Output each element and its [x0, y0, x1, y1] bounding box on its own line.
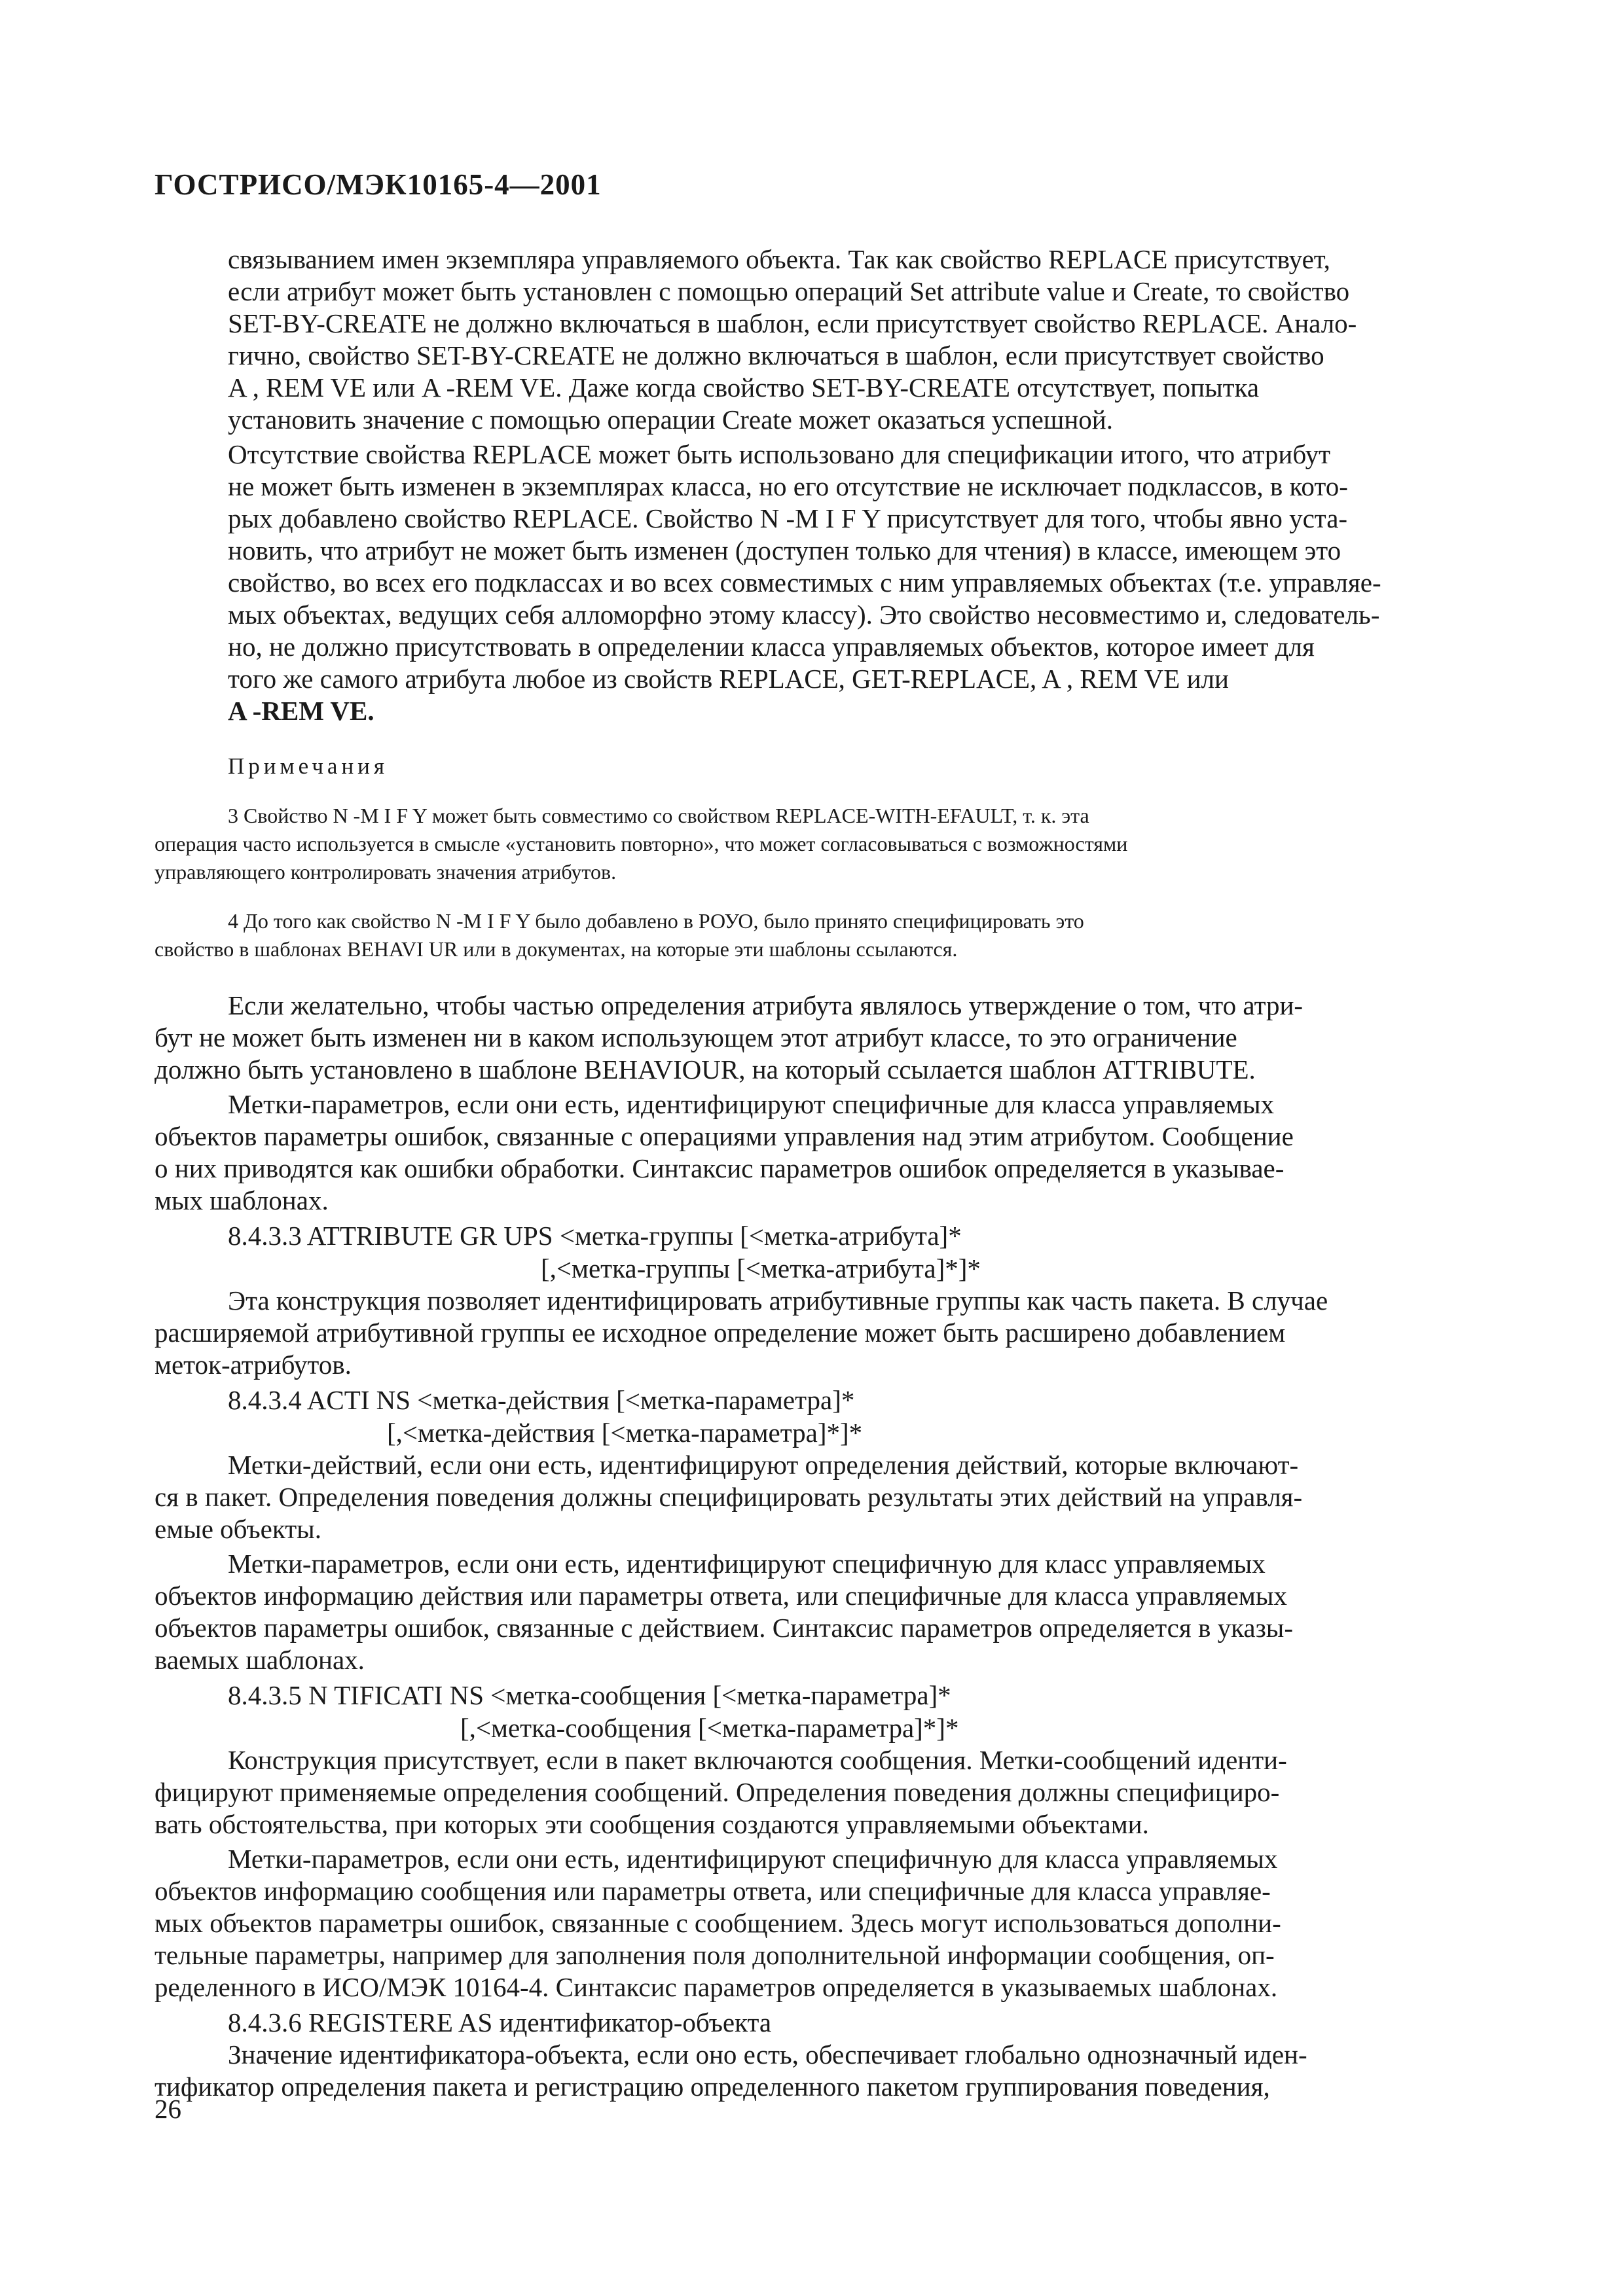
- text-line: Метки-действий, если они есть, идентифицируют определения действий, которые включают-: [228, 1450, 1299, 1480]
- text-line: но, не должно присутствовать в определении класса управляемых объектов, которое имеет для: [228, 632, 1315, 662]
- syntax-line: [,<метка-группы [<метка-атрибута]*]*: [541, 1253, 981, 1283]
- notes-block: [155, 752, 1470, 963]
- text-line: объектов параметры ошибок, связанные с операциями управления над этим атрибутом. Сообщение: [155, 1121, 1294, 1151]
- text-line: если атрибут может быть установлен с помощью операций Set attribute value и Create, то свойство: [228, 276, 1350, 306]
- page-body: [155, 243, 1470, 2103]
- syntax-line: 8.4.3.5 N TIFICATI NS <метка-сообщения [<метка-параметра]*: [228, 1680, 951, 1710]
- text-line: Значение идентификатора-объекта, если оно есть, обеспечивает глобально однозначный иден-: [228, 2039, 1307, 2070]
- text-line: того же самого атрибута любое из свойств REPLACE, GET-REPLACE, A , REM VE или: [228, 664, 1229, 694]
- paragraph-action-params: [155, 1548, 1470, 1676]
- paragraph-notification-params: [155, 1843, 1470, 2003]
- text-line: Если желательно, чтобы частью определения атрибута являлось утверждение о том, что атри-: [228, 990, 1304, 1020]
- text-line: бут не может быть изменен ни в каком использующем этот атрибут классе, то это ограничение: [155, 1022, 1237, 1052]
- paragraph-attribute-groups: [155, 1285, 1470, 1381]
- text-line: свойство, во всех его подклассах и во всех совместимых с ним управляемых объектах (т.е. управляе-: [228, 567, 1381, 598]
- notes-heading: Примечания: [228, 753, 389, 779]
- syntax-line: 8.4.3.6 REGISTERE AS идентификатор-объекта: [228, 2007, 772, 2037]
- text-line: A -REM VE.: [228, 696, 374, 726]
- paragraph-replace-absence: [155, 439, 1470, 727]
- text-line: объектов информацию действия или параметры ответа, или специфичные для класса управляемых: [155, 1581, 1287, 1611]
- text-line: установить значение с помощью операции Create может оказаться успешной.: [228, 404, 1113, 435]
- syntax-line: 8.4.3.4 ACTI NS <метка-действия [<метка-параметра]*: [228, 1385, 855, 1415]
- syntax-line: [,<метка-сообщения [<метка-параметра]*]*: [460, 1713, 959, 1743]
- text-line: емые объекты.: [155, 1514, 321, 1544]
- paragraph-attribute-error-params: [155, 1088, 1470, 1217]
- text-line: о них приводятся как ошибки обработки. Синтаксис параметров ошибок определяется в указывае-: [155, 1153, 1285, 1183]
- syntax-line: 8.4.3.3 ATTRIBUTE GR UPS <метка-группы [<метка-атрибута]*: [228, 1221, 962, 1251]
- section-8-4-3-4-syntax: [155, 1384, 1470, 1449]
- text-line: фицируют применяемые определения сообщений. Определения поведения должны специфициро-: [155, 1777, 1280, 1807]
- text-line: Отсутствие свойства REPLACE может быть использовано для спецификации итого, что атрибут: [228, 439, 1331, 469]
- text-line: объектов параметры ошибок, связанные с действием. Синтаксис параметров определяется в указы-: [155, 1613, 1293, 1643]
- syntax-line: [,<метка-действия [<метка-параметра]*]*: [387, 1418, 863, 1448]
- text-line: объектов информацию сообщения или параметры ответа, или специфичные для класса управляе-: [155, 1876, 1271, 1906]
- text-line: мых объектов параметры ошибок, связанные с сообщением. Здесь могут использоваться дополни-: [155, 1908, 1281, 1938]
- text-line: тельные параметры, например для заполнения поля дополнительной информации сообщения, оп-: [155, 1940, 1275, 1970]
- text-line: Метки-параметров, если они есть, идентифицируют специфичную для класса управляемых: [228, 1844, 1278, 1874]
- section-8-4-3-5-syntax: [155, 1679, 1470, 1744]
- text-line: Конструкция присутствует, если в пакет включаются сообщения. Метки-сообщений иденти-: [228, 1745, 1287, 1775]
- note-3: [155, 802, 1470, 886]
- text-line: не может быть изменен в экземплярах класса, но его отсутствие не исключает подклассов, в кото-: [228, 471, 1348, 501]
- paragraph-notifications: [155, 1744, 1470, 1840]
- paragraph-actions: [155, 1449, 1470, 1545]
- text-line: 3 Свойство N -M I F Y может быть совместимо со свойством REPLACE-WITH-EFAULT, т. к. эта: [228, 804, 1089, 827]
- page-header: ГОСТРИСО/МЭК10165-4—2001: [155, 168, 602, 201]
- text-line: расширяемой атрибутивной группы ее исходное определение может быть расширено добавлением: [155, 1318, 1286, 1348]
- paragraph-registered-as: [155, 2039, 1470, 2103]
- text-line: вать обстоятельства, при которых эти сообщения создаются управляемыми объектами.: [155, 1809, 1149, 1839]
- text-line: тификатор определения пакета и регистрацию определенного пакетом группирования поведения,: [155, 2072, 1270, 2102]
- text-line: мых объектах, ведущих себя алломорфно этому классу). Это свойство несовместимо и, следователь-: [228, 600, 1380, 630]
- paragraph-behaviour-constraint: [155, 990, 1470, 1086]
- page-number: 26: [155, 2094, 181, 2124]
- text-line: связыванием имен экземпляра управляемого объекта. Так как свойство REPLACE присутствует,: [228, 244, 1330, 274]
- text-line: мых шаблонах.: [155, 1185, 329, 1215]
- text-line: меток-атрибутов.: [155, 1350, 352, 1380]
- text-line: гично, свойство SET-BY-CREATE не должно включаться в шаблон, если присутствует свойство: [228, 340, 1324, 370]
- paragraph-replace-set-by-create: [155, 243, 1470, 436]
- text-line: новить, что атрибут не может быть изменен (доступен только для чтения) в классе, имеющем это: [228, 535, 1341, 565]
- text-line: A , REM VE или A -REM VE. Даже когда свойство SET-BY-CREATE отсутствует, попытка: [228, 372, 1260, 403]
- note-4: [155, 907, 1470, 963]
- text-line: свойство в шаблонах BEHAVI UR или в документах, на которые эти шаблоны ссылаются.: [155, 937, 958, 961]
- text-line: ваемых шаблонах.: [155, 1645, 365, 1675]
- text-line: ся в пакет. Определения поведения должны специфицировать результаты этих действий на управля-: [155, 1482, 1303, 1512]
- text-line: рых добавлено свойство REPLACE. Свойство N -M I F Y присутствует для того, чтобы явно уста-: [228, 503, 1348, 533]
- text-line: SET-BY-CREATE не должно включаться в шаблон, если присутствует свойство REPLACE. Анало-: [228, 308, 1357, 338]
- text-line: Эта конструкция позволяет идентифицировать атрибутивные группы как часть пакета. В случае: [228, 1285, 1328, 1316]
- text-line: операция часто используется в смысле «установить повторно», что может согласовываться с возможностями: [155, 832, 1128, 855]
- text-line: Метки-параметров, если они есть, идентифицируют специфичную для класс управляемых: [228, 1549, 1266, 1579]
- text-line: ределенного в ИСО/МЭК 10164-4. Синтаксис параметров определяется в указываемых шаблонах.: [155, 1972, 1278, 2002]
- text-line: должно быть установлено в шаблоне BEHAVIOUR, на который ссылается шаблон ATTRIBUTE.: [155, 1054, 1256, 1085]
- text-line: Метки-параметров, если они есть, идентифицируют специфичные для класса управляемых: [228, 1089, 1275, 1119]
- text-line: 4 До того как свойство N -M I F Y было добавлено в РОУО, было принято специфицировать это: [228, 909, 1084, 933]
- section-8-4-3-6-heading: [155, 2006, 1470, 2039]
- text-line: управляющего контролировать значения атрибутов.: [155, 860, 617, 884]
- section-8-4-3-3-syntax: [155, 1219, 1470, 1285]
